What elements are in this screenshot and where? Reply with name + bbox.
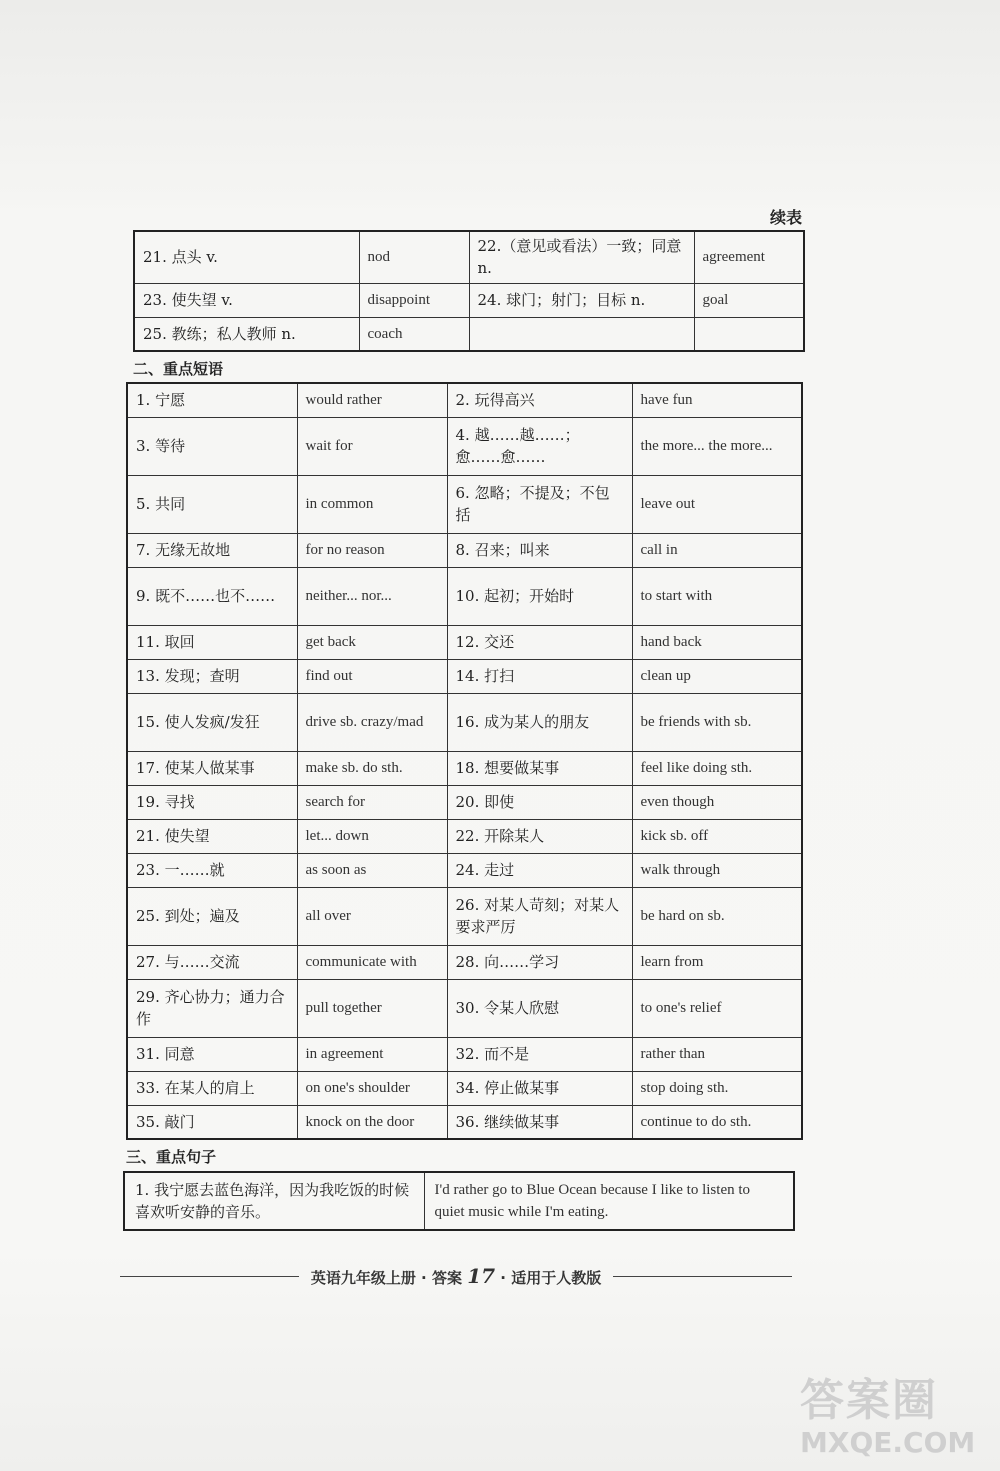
- english-cell: find out: [297, 659, 447, 693]
- vocab-row: [134, 231, 804, 283]
- english-cell: drive sb. crazy/mad: [297, 693, 447, 751]
- english-cell: be friends with sb.: [632, 693, 802, 751]
- continued-label: 续表: [769, 208, 802, 227]
- phrase-row: [127, 1037, 802, 1071]
- english-cell: nod: [359, 231, 469, 283]
- chinese-cell: 33. 在某人的肩上: [127, 1071, 297, 1105]
- chinese-cell: 15. 使人发疯/发狂: [127, 693, 297, 751]
- english-cell: all over: [297, 887, 447, 945]
- footer-text: [299, 1264, 613, 1288]
- english-cell: in common: [297, 475, 447, 533]
- footer-rule-right: [613, 1276, 792, 1277]
- phrase-row: [127, 625, 802, 659]
- vocab-row: [134, 283, 804, 317]
- phrase-row: [127, 659, 802, 693]
- phrase-row: [127, 417, 802, 475]
- english-cell: feel like doing sth.: [632, 751, 802, 785]
- phrase-row: [127, 979, 802, 1037]
- english-cell: pull together: [297, 979, 447, 1037]
- english-cell: goal: [694, 283, 804, 317]
- chinese-cell: 35. 敲门: [127, 1105, 297, 1139]
- phrase-row: [127, 1105, 802, 1139]
- phrase-row: [127, 819, 802, 853]
- phrase-row: [127, 693, 802, 751]
- english-cell: the more... the more...: [632, 417, 802, 475]
- chinese-cell: 30. 令某人欣慰: [447, 979, 632, 1037]
- footer-page-number: 17: [467, 1264, 496, 1288]
- watermark-en: MXQE.COM: [800, 1426, 976, 1459]
- english-cell: on one's shoulder: [297, 1071, 447, 1105]
- chinese-cell: 16. 成为某人的朋友: [447, 693, 632, 751]
- page-footer: [120, 1262, 792, 1290]
- chinese-cell: 12. 交还: [447, 625, 632, 659]
- chinese-cell: 27. 与……交流: [127, 945, 297, 979]
- watermark-logo: [800, 1375, 990, 1465]
- chinese-cell: 24. 走过: [447, 853, 632, 887]
- phrase-row: [127, 383, 802, 417]
- english-cell: [694, 317, 804, 351]
- footer-left-text: 英语九年级上册 · 答案: [310, 1269, 462, 1287]
- sentence-row: [124, 1172, 794, 1230]
- chinese-cell: 31. 同意: [127, 1037, 297, 1071]
- section-title-sentences: 三、重点句子: [126, 1148, 217, 1166]
- english-cell: let... down: [297, 819, 447, 853]
- chinese-cell: 22. 开除某人: [447, 819, 632, 853]
- english-cell: to start with: [632, 567, 802, 625]
- phrase-row: [127, 1071, 802, 1105]
- chinese-cell: 7. 无缘无故地: [127, 533, 297, 567]
- english-cell: have fun: [632, 383, 802, 417]
- english-cell: walk through: [632, 853, 802, 887]
- section-title-phrases: 二、重点短语: [133, 360, 224, 378]
- footer-rule-left: [120, 1276, 299, 1277]
- phrase-row: [127, 945, 802, 979]
- phrase-row: [127, 887, 802, 945]
- chinese-cell: 1. 宁愿: [127, 383, 297, 417]
- english-cell: search for: [297, 785, 447, 819]
- chinese-cell: 2. 玩得高兴: [447, 383, 632, 417]
- sentences-table: [123, 1171, 795, 1231]
- chinese-cell: 3. 等待: [127, 417, 297, 475]
- chinese-cell: 26. 对某人苛刻；对某人要求严厉: [447, 887, 632, 945]
- chinese-cell: 18. 想要做某事: [447, 751, 632, 785]
- english-cell: learn from: [632, 945, 802, 979]
- chinese-cell: 22.（意见或看法）一致；同意 n.: [469, 231, 694, 283]
- english-cell: stop doing sth.: [632, 1071, 802, 1105]
- chinese-cell: 13. 发现；查明: [127, 659, 297, 693]
- chinese-cell: 20. 即使: [447, 785, 632, 819]
- english-cell: hand back: [632, 625, 802, 659]
- english-cell: clean up: [632, 659, 802, 693]
- chinese-cell: 29. 齐心协力；通力合作: [127, 979, 297, 1037]
- chinese-cell: 25. 教练；私人教师 n.: [134, 317, 359, 351]
- chinese-cell: 25. 到处；遍及: [127, 887, 297, 945]
- english-cell: be hard on sb.: [632, 887, 802, 945]
- chinese-cell: 17. 使某人做某事: [127, 751, 297, 785]
- chinese-cell: 19. 寻找: [127, 785, 297, 819]
- chinese-cell: 5. 共同: [127, 475, 297, 533]
- english-cell: continue to do sth.: [632, 1105, 802, 1139]
- english-cell: agreement: [694, 231, 804, 283]
- english-cell: coach: [359, 317, 469, 351]
- english-cell: as soon as: [297, 853, 447, 887]
- phrase-row: [127, 785, 802, 819]
- phrase-row: [127, 475, 802, 533]
- english-cell: wait for: [297, 417, 447, 475]
- chinese-cell: 36. 继续做某事: [447, 1105, 632, 1139]
- english-cell: kick sb. off: [632, 819, 802, 853]
- phrase-row: [127, 567, 802, 625]
- chinese-cell: 6. 忽略；不提及；不包括: [447, 475, 632, 533]
- english-cell: I'd rather go to Blue Ocean because I like to listen to quiet music while I'm eating.: [424, 1172, 794, 1230]
- chinese-cell: 23. 一……就: [127, 853, 297, 887]
- phrases-table: [126, 382, 803, 1140]
- english-cell: even though: [632, 785, 802, 819]
- chinese-cell: 10. 起初；开始时: [447, 567, 632, 625]
- vocab-table: [133, 230, 805, 352]
- chinese-cell: 21. 使失望: [127, 819, 297, 853]
- chinese-cell: 28. 向……学习: [447, 945, 632, 979]
- chinese-cell: 21. 点头 v.: [134, 231, 359, 283]
- chinese-cell: 24. 球门；射门；目标 n.: [469, 283, 694, 317]
- english-cell: call in: [632, 533, 802, 567]
- english-cell: knock on the door: [297, 1105, 447, 1139]
- phrase-row: [127, 533, 802, 567]
- vocab-row: [134, 317, 804, 351]
- phrase-row: [127, 853, 802, 887]
- english-cell: get back: [297, 625, 447, 659]
- chinese-cell: 1. 我宁愿去蓝色海洋，因为我吃饭的时候喜欢听安静的音乐。: [124, 1172, 424, 1230]
- chinese-cell: 4. 越……越……；愈……愈……: [447, 417, 632, 475]
- english-cell: in agreement: [297, 1037, 447, 1071]
- english-cell: would rather: [297, 383, 447, 417]
- chinese-cell: 8. 召来；叫来: [447, 533, 632, 567]
- english-cell: for no reason: [297, 533, 447, 567]
- chinese-cell: 34. 停止做某事: [447, 1071, 632, 1105]
- chinese-cell: [469, 317, 694, 351]
- footer-right-text: · 适用于人教版: [500, 1269, 602, 1287]
- chinese-cell: 32. 而不是: [447, 1037, 632, 1071]
- english-cell: rather than: [632, 1037, 802, 1071]
- phrase-row: [127, 751, 802, 785]
- english-cell: communicate with: [297, 945, 447, 979]
- chinese-cell: 11. 取回: [127, 625, 297, 659]
- chinese-cell: 9. 既不……也不……: [127, 567, 297, 625]
- english-cell: disappoint: [359, 283, 469, 317]
- english-cell: leave out: [632, 475, 802, 533]
- english-cell: make sb. do sth.: [297, 751, 447, 785]
- english-cell: neither... nor...: [297, 567, 447, 625]
- english-cell: to one's relief: [632, 979, 802, 1037]
- chinese-cell: 23. 使失望 v.: [134, 283, 359, 317]
- chinese-cell: 14. 打扫: [447, 659, 632, 693]
- watermark-cn: 答案圈: [800, 1375, 938, 1426]
